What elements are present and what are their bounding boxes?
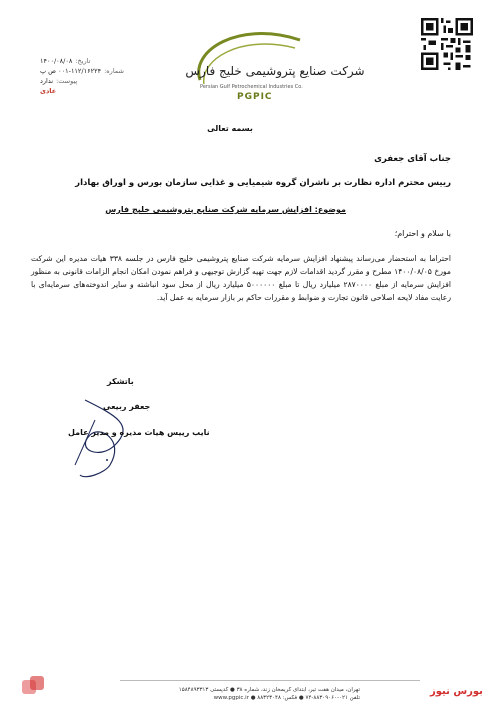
addressee-title: رییس محترم اداره نظارت بر ناشران گروه شیمیایی و غذایی سازمان بورس و اوراق بهادار [75,178,451,188]
letter-subject: موضوع: افزایش سرمایه شرکت صنایع پتروشیمی خلیج فارس [105,205,346,214]
company-name-en: Persian Gulf Petrochemical Industries Co. [200,84,303,90]
signature-regards: باتشکر [107,377,134,386]
attachment-value: ندارد [40,77,54,85]
company-name-fa: شرکت صنایع پتروشیمی خلیج فارس [185,64,365,78]
addressee-name: جناب آقای جعفری [374,154,451,164]
bismillah: بسمه تعالی [207,124,253,133]
boursenews-watermark: بورس نیوز [430,686,483,697]
letter-body: احتراما به استحضار می‌رساند پیشنهاد افزایش سرمایه شرکت صنایع پتروشیمی خلیج فارس در جلسه ۳۳۸ هیات مدیره این شرکت مورخ ۱۴۰۰/۰۸/۰۵ مطرح و مقرر گردید اقدامات لازم جهت تهیه گزارش توجیهی و فراهم نمودن امکان انجام الزامات قانونی به منظور افزایش سرمایه از مبلغ ۲۸۷۰۰۰۰ میلیارد ریال تا مبلغ ۵۰۰۰۰۰۰ میلیارد ریال از محل سود انباشته و سایر اندوخته‌های سرمایه‌ای با رعایت مفاد لایحه اصلاحی قانون تجارت و ضوابط و مقررات حاکم بر بازار سرمایه به عمل آید. [31,254,451,302]
date-row [40,56,110,66]
date-label: تاریخ: [75,57,91,65]
footer-contact [120,686,360,702]
footer-address: تهران، میدان هفت تیر، ابتدای کریمخان زند، شماره ۳۸ ● کدپستی ۱۵۸۴۸۹۳۳۱۳ [178,687,360,693]
number-value: ۰۰۱-۱۱۲/۱۶۲۲۴ ص پ [40,67,102,75]
boursenews-logo-icon [20,672,50,698]
number-label: شماره: [104,67,124,75]
footer-divider [120,680,420,681]
signatory-title: نایب رییس هیات مدیره و مدیر عامل [68,428,210,437]
footer-phone-fax-web: تلفن ۰۲۱-۸۸۳۰۹۰۶۰-۷۴ ● فکس: ۸۸۳۲۳۰۴۸ ● www.pgpic.ir [213,695,360,701]
qr-code-icon [421,18,473,70]
letter-meta [40,56,124,96]
number-row [40,66,124,76]
signatory-name: جعفر ربیعی [103,402,151,411]
date-value: ۱۴۰۰/۰۸/۰۸ [40,57,73,65]
greeting: با سلام و احترام؛ [394,229,451,238]
company-abbr: PGPIC [237,92,273,102]
attachment-label: پیوست: [56,77,78,85]
attachment-row [40,76,110,86]
priority-value: عادی [40,87,57,95]
priority-row [40,86,110,96]
